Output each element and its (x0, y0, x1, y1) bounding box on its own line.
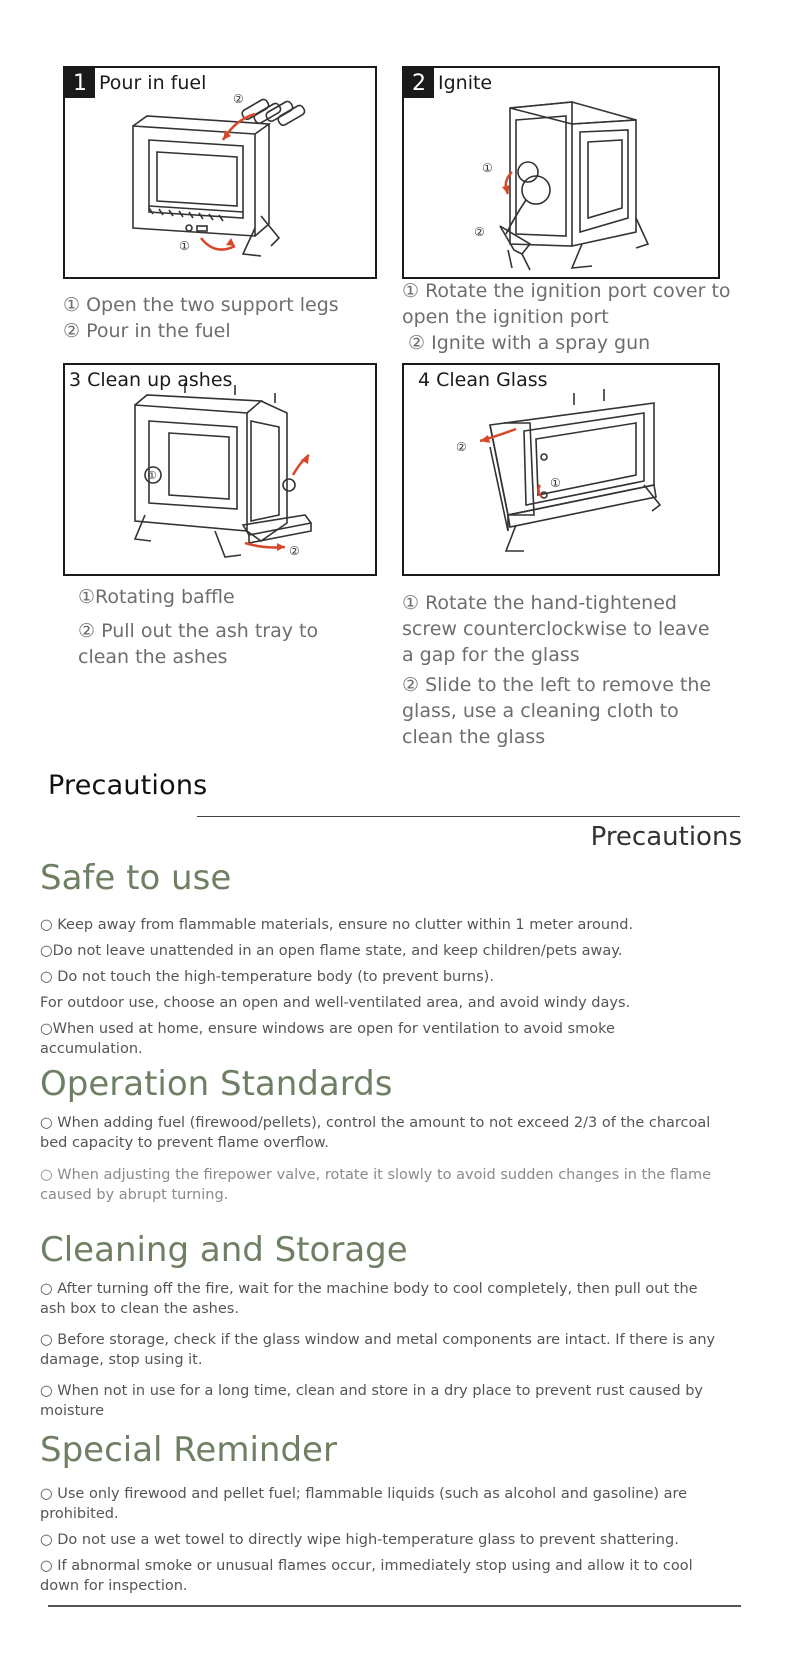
list-item: ○ When not in use for a long time, clean and store in a dry place to prevent rust caused by moisture (40, 1383, 704, 1419)
list-item: ○When used at home, ensure windows are open for ventilation to avoid smoke accumulation. (40, 1021, 615, 1057)
callout-1: ① (482, 161, 493, 175)
list-item: ○ When adding fuel (firewood/pellets), control the amount to not exceed 2/3 of the charcoal bed capacity to prevent flame overflow. (40, 1115, 711, 1151)
step-4-line: ① Rotate the hand-tightened (402, 592, 677, 614)
step-3-panel (63, 363, 377, 576)
step-2-line: ① Rotate the ignition port cover to (402, 280, 731, 302)
callout-2: ② (474, 225, 485, 239)
step-2-label: Ignite (438, 72, 493, 94)
callout-1: ① (179, 239, 190, 253)
list-item: ○ Keep away from flammable materials, ensure no clutter within 1 meter around. (40, 917, 634, 933)
step-4-line: screw counterclockwise to leave (402, 618, 710, 640)
list-item: ○ Do not use a wet towel to directly wipe high-temperature glass to prevent shattering. (40, 1532, 679, 1548)
section-heading-safe-to-use: Safe to use (40, 858, 232, 898)
callout-2: ② (289, 544, 300, 558)
section-special-reminder-list (40, 1484, 720, 1596)
section-safe-to-use-list (40, 915, 720, 1059)
precautions-subtitle: Precautions (590, 822, 742, 852)
list-item: ○ If abnormal smoke or unusual flames occur, immediately stop using and allow it to cool down for inspection. (40, 1558, 693, 1594)
step-4-line: a gap for the glass (402, 644, 580, 666)
step-4-line: clean the glass (402, 726, 546, 748)
step-3-title: 3 Clean up ashes (69, 369, 233, 391)
section-heading-special-reminder: Special Reminder (40, 1430, 337, 1470)
list-item: ○ Do not touch the high-temperature body (to prevent burns). (40, 969, 494, 985)
step-3-line: clean the ashes (78, 646, 228, 668)
section-heading-operation-standards: Operation Standards (40, 1064, 393, 1104)
precautions-title: Precautions (48, 770, 208, 801)
list-item: ○ After turning off the fire, wait for the machine body to cool completely, then pull out the ash box to clean the ashes. (40, 1281, 698, 1317)
list-item: ○ Before storage, check if the glass window and metal components are intact. If there is any damage, stop using it. (40, 1332, 716, 1368)
list-item: ○ When adjusting the firepower valve, rotate it slowly to avoid sudden changes in the flame caused by abrupt turning. (40, 1167, 712, 1203)
step-3-line: ①Rotating baffle (78, 586, 235, 608)
step-4-line: glass, use a cleaning cloth to (402, 700, 679, 722)
step-2-title (404, 68, 492, 98)
list-item: For outdoor use, choose an open and well-ventilated area, and avoid windy days. (40, 995, 631, 1011)
callout-1: ① (147, 469, 157, 482)
callout-2: ② (456, 440, 467, 454)
step-4-instructions (402, 590, 711, 750)
section-cleaning-storage-list (40, 1279, 720, 1421)
step-2-line: open the ignition port (402, 306, 609, 328)
step-2-number: 2 (404, 68, 434, 98)
stove-clean-glass-illustration (404, 365, 720, 576)
stove-clean-ashes-illustration (65, 365, 377, 576)
step-1-label: Pour in fuel (99, 72, 207, 94)
step-3-line: ② Pull out the ash tray to (78, 620, 319, 642)
precautions-divider (197, 816, 740, 817)
stove-pour-fuel-illustration (65, 68, 377, 279)
callout-2: ② (233, 92, 244, 106)
bottom-divider (48, 1605, 741, 1607)
step-1-instructions (63, 292, 339, 344)
step-1-line: ① Open the two support legs (63, 294, 339, 316)
section-heading-cleaning-storage: Cleaning and Storage (40, 1230, 408, 1270)
step-3-instructions (78, 584, 318, 670)
list-item: ○ Use only firewood and pellet fuel; flammable liquids (such as alcohol and gasoline) are prohibited. (40, 1486, 688, 1522)
step-2-instructions (402, 278, 731, 356)
step-1-line: ② Pour in the fuel (63, 320, 231, 342)
list-item: ○Do not leave unattended in an open flame state, and keep children/pets away. (40, 943, 623, 959)
step-1-panel (63, 66, 377, 279)
step-4-title: 4 Clean Glass (418, 369, 548, 391)
section-operation-standards-list (40, 1113, 720, 1205)
step-1-number: 1 (65, 68, 95, 98)
callout-1: ① (550, 476, 561, 490)
step-2-panel (402, 66, 720, 279)
step-1-title (65, 68, 206, 98)
step-2-line: ② Ignite with a spray gun (402, 332, 651, 354)
stove-ignite-illustration (404, 68, 720, 279)
step-4-panel (402, 363, 720, 576)
step-4-line: ② Slide to the left to remove the (402, 674, 712, 696)
